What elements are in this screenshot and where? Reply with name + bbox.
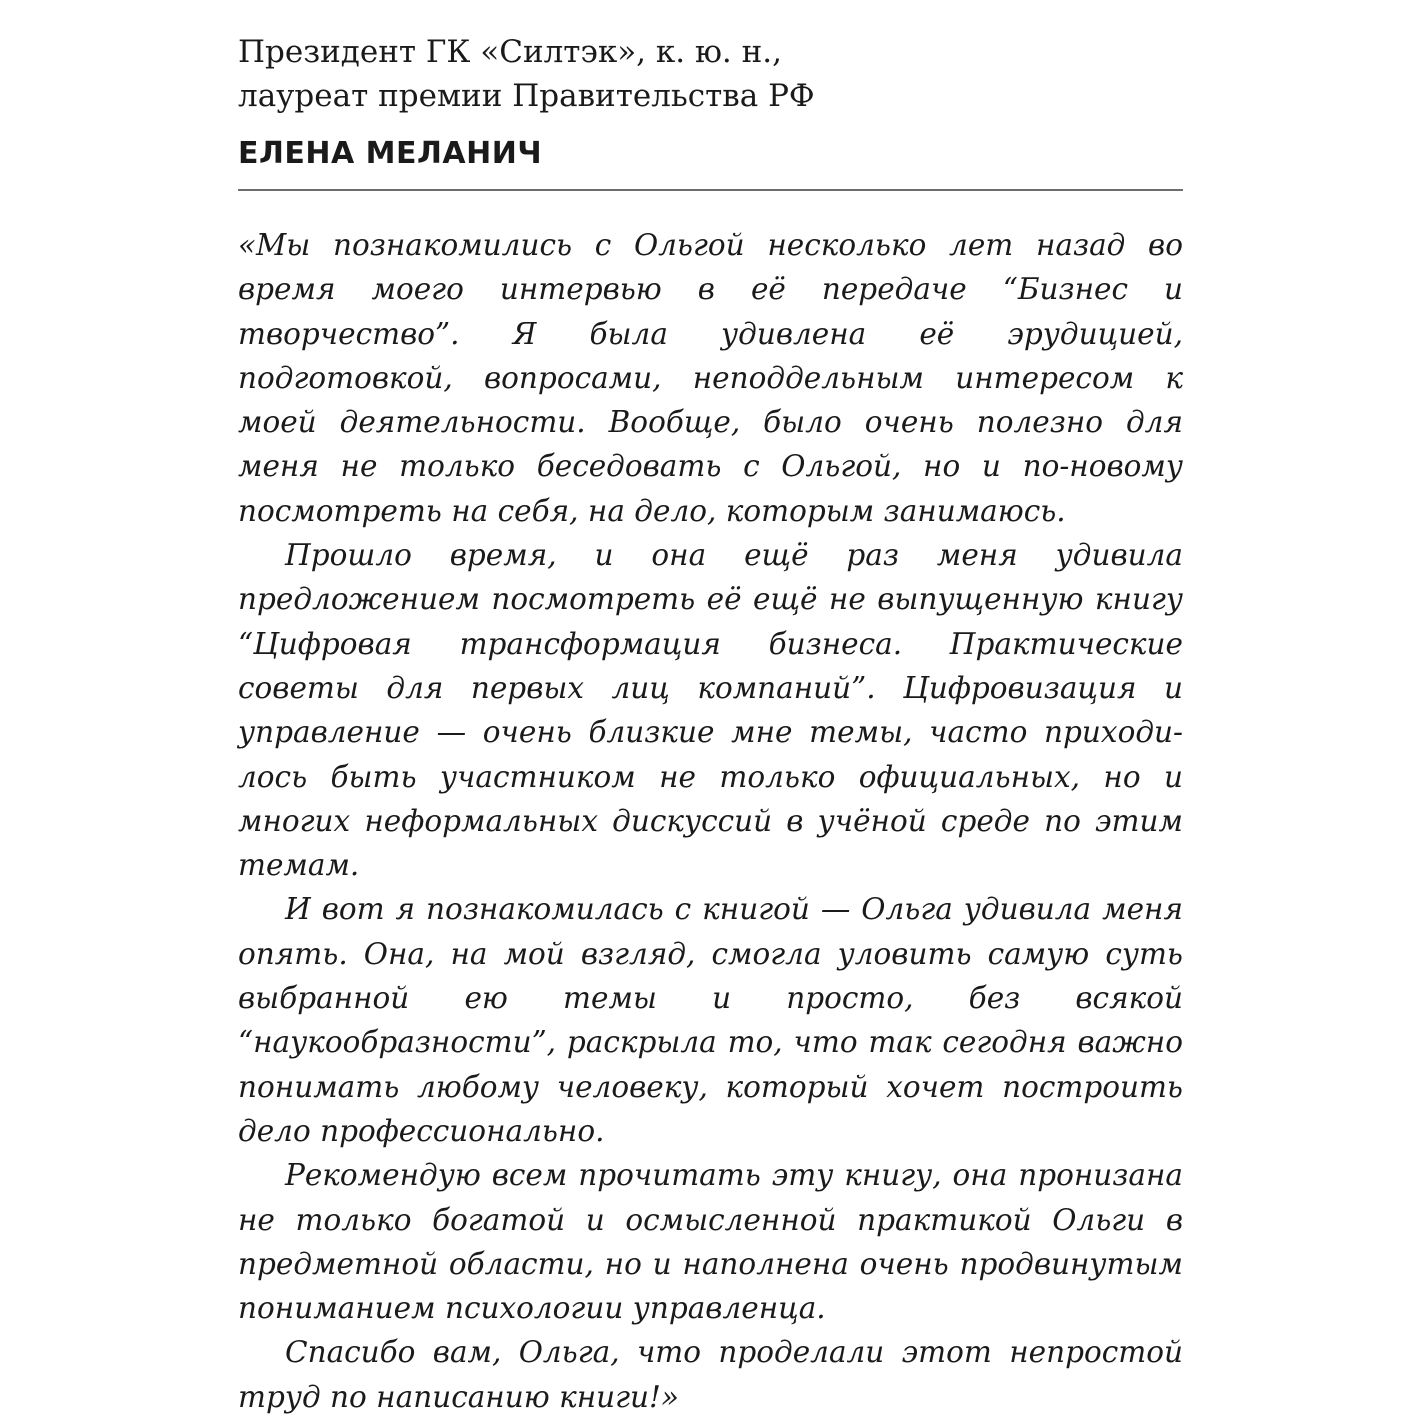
author-position-line-1: Президент ГК «Силтэк», к. ю. н.,: [238, 34, 783, 70]
quote-paragraph-5: Спасибо вам, Ольга, что проделали этот непростой труд по написанию книги!»: [238, 1335, 1183, 1414]
author-name: ЕЛЕНА МЕЛАНИЧ: [238, 136, 543, 171]
quote-paragraph-2: Прошло время, и она ещё раз меня удивила предложением посмотреть её ещё не выпущенную книгу “Цифровая трансформация бизнеса. Практические советы для первых лиц компаний”. Цифровизация и управление — очень близкие мне темы, часто приходилось быть участником не только официальных, но и многих неформальных дискуссий в учёной среде по этим темам.: [238, 538, 1183, 883]
page: [238, 30, 1183, 1419]
quote-paragraph-1: «Мы познакомились с Ольгой несколько лет назад во время моего интервью в её передаче “Бизнес и творчество”. Я была удивлена её эрудицией, подготовкой, вопросами, неподдельным интересом к моей деятельности. Вообще, было очень полезно для меня не только беседовать с Ольгой, но и по-новому посмотреть на себя, на дело, которым занимаюсь.: [238, 228, 1183, 528]
author-position-line-2: лауреат премии Правительства РФ: [238, 78, 815, 114]
author-affiliation: [238, 30, 1183, 118]
divider: [238, 189, 1183, 191]
testimonial-quote: [238, 223, 1183, 1419]
quote-paragraph-3: И вот я познакомилась с книгой — Ольга удивила меня опять. Она, на мой взгляд, смогла уловить самую суть выбранной ею темы и просто, без всякой “наукообразности”, раскрыла то, что так сегодня важно понимать любому человеку, который хочет построить дело профессионально.: [238, 892, 1183, 1148]
quote-paragraph-4: Рекомендую всем прочитать эту книгу, она пронизана не только богатой и осмысленной практикой Ольги в предметной области, но и наполнена очень продвинутым пониманием психологии управленца.: [238, 1158, 1183, 1326]
